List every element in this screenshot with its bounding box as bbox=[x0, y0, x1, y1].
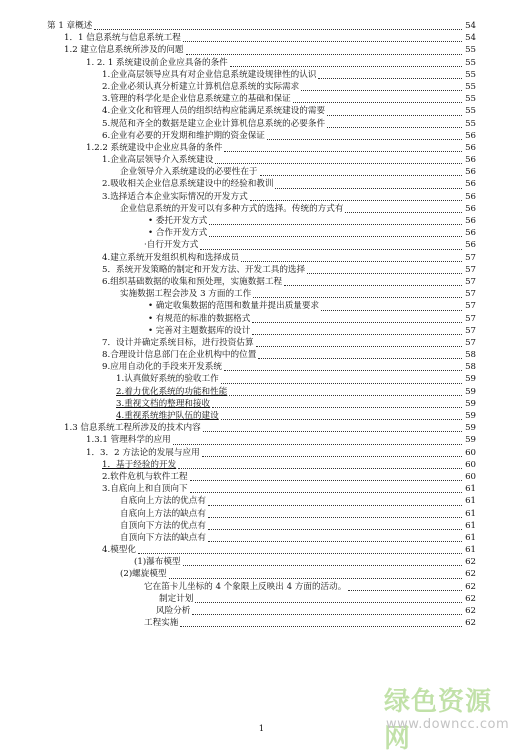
toc-entry-page: 54 bbox=[465, 33, 476, 44]
toc-entry-page: 59 bbox=[465, 423, 476, 434]
toc-entry-page: 54 bbox=[465, 21, 476, 31]
toc-entry-title: • 委托开发方式 bbox=[148, 216, 208, 226]
toc-entry-page: 55 bbox=[465, 118, 476, 129]
toc-entry-page: 62 bbox=[465, 581, 476, 592]
toc-entry-title: 9.应用自动化的手段来开发系统 bbox=[102, 362, 222, 373]
toc-entry-page: 56 bbox=[465, 216, 476, 226]
toc-entry-title: • 确定收集数据的范围和数量并提出质量要求 bbox=[148, 301, 320, 312]
toc-entry-page: 57 bbox=[465, 325, 476, 336]
toc-entry-title: 工程实施 bbox=[144, 618, 179, 629]
toc-entry-page: 56 bbox=[465, 155, 476, 166]
toc-entry-page: 60 bbox=[465, 471, 476, 482]
toc-entry-page: 59 bbox=[465, 411, 476, 421]
toc-entry-page: 59 bbox=[465, 398, 476, 409]
toc-entry-title: 自底向上方法的缺点有 bbox=[120, 508, 206, 519]
toc-entry-page: 55 bbox=[465, 81, 476, 92]
toc-entry-title: 4.企业文化和管理人员的组织结构应能满足系统建设的需要 bbox=[102, 106, 326, 117]
toc-entry-title: 1.企业高层领导介入系统建设 bbox=[102, 155, 214, 166]
toc-entry-page: 59 bbox=[465, 435, 476, 446]
toc-entry-page: 55 bbox=[465, 57, 476, 68]
toc-entry-page: 55 bbox=[465, 106, 476, 117]
toc-entry-page: 56 bbox=[465, 228, 476, 239]
toc-entry-title: 3.自底向上和自顶向下 bbox=[102, 484, 188, 495]
toc-entry-title: 自顶向下方法的优点有 bbox=[120, 520, 206, 531]
table-of-contents bbox=[0, 20, 523, 629]
toc-entry-page: 57 bbox=[465, 264, 476, 275]
toc-entry-page: 61 bbox=[465, 484, 476, 495]
watermark bbox=[384, 681, 516, 754]
toc-entry-title: 1．基于经验的开发 bbox=[102, 459, 177, 470]
dot-leader bbox=[180, 614, 462, 627]
toc-entry-page: 62 bbox=[465, 606, 476, 616]
toc-entry-page: 60 bbox=[465, 459, 476, 470]
toc-entry-page: 61 bbox=[465, 508, 476, 519]
toc-entry-page: 58 bbox=[465, 362, 476, 373]
toc-entry-title: ·自行开发方式 bbox=[144, 240, 199, 251]
toc-entry-title: 4.重视系统维护队伍的建设 bbox=[116, 411, 219, 421]
toc-entry-title: 风险分析 bbox=[156, 606, 191, 616]
toc-entry-page: 59 bbox=[465, 386, 476, 397]
toc-entry-title: 2.着力优化系统的功能和性能 bbox=[116, 386, 228, 397]
toc-entry-page: 61 bbox=[465, 532, 476, 543]
toc-entry-title: • 有规范的标准的数据格式 bbox=[148, 313, 251, 324]
toc-entry-page: 56 bbox=[465, 142, 476, 153]
toc-entry-page: 57 bbox=[465, 337, 476, 348]
toc-entry-title: 8.合理设计信息部门在企业机构中的位置 bbox=[102, 350, 257, 361]
toc-entry-title: 实施数据工程会涉及 3 方面的工作 bbox=[120, 289, 252, 300]
toc-entry-page: 61 bbox=[465, 496, 476, 507]
toc-entry-page: 57 bbox=[465, 313, 476, 324]
toc-entry-page: 62 bbox=[465, 618, 476, 629]
toc-entry-title: (2)螺旋模型 bbox=[120, 569, 167, 580]
toc-entry-page: 55 bbox=[465, 69, 476, 80]
toc-entry-title: 1.企业高层领导应具有对企业信息系统建设规律性的认识 bbox=[102, 69, 317, 80]
toc-entry-page: 56 bbox=[465, 191, 476, 202]
toc-entry-page: 62 bbox=[465, 593, 476, 604]
toc-entry-title: 6.企业有必要的开发期和维护期的资金保证 bbox=[102, 130, 265, 141]
toc-entry-title: 自顶向下方法的缺点有 bbox=[120, 532, 206, 543]
toc-entry-title: 制定计划 bbox=[159, 593, 194, 604]
toc-entry-page: 56 bbox=[465, 203, 476, 214]
toc-entry-title: 1．1 信息系统与信息系统工程 bbox=[64, 33, 181, 44]
toc-entry-title: 3.管理的科学化是企业信息系统建立的基础和保证 bbox=[102, 94, 291, 105]
toc-entry-title: 自底向上方法的优点有 bbox=[120, 496, 206, 507]
toc-entry-title: • 合作开发方式 bbox=[148, 228, 208, 239]
toc-entry[interactable] bbox=[0, 617, 523, 629]
toc-entry-title: 第 1 章概述 bbox=[47, 21, 93, 31]
toc-entry-title: 企业信息系统的开发可以有多种方式的选择。传统的方式有 bbox=[120, 203, 344, 214]
toc-entry-title: 2.软件危机与软件工程 bbox=[102, 471, 188, 482]
toc-entry-title: 4.模型化 bbox=[102, 545, 136, 556]
toc-entry-page: 56 bbox=[465, 240, 476, 251]
toc-entry-title: 1. 2. 1 系统建设前企业应具备的条件 bbox=[86, 57, 228, 68]
page-number: 1 bbox=[258, 724, 265, 734]
toc-entry-page: 62 bbox=[465, 569, 476, 580]
toc-entry-title: 它在笛卡儿坐标的 4 个象限上反映出 4 方面的活动。 bbox=[144, 581, 347, 592]
toc-entry-title: 1.2 建立信息系统所涉及的问题 bbox=[64, 45, 184, 56]
toc-entry-page: 58 bbox=[465, 350, 476, 361]
toc-entry-title: 企业领导介入系统建设的必要性在于 bbox=[120, 167, 258, 178]
toc-entry-title: 4.建立系统开发组织机构和选择成员 bbox=[102, 252, 240, 263]
toc-entry-page: 56 bbox=[465, 179, 476, 190]
toc-entry-title: • 完善对主题数据库的设计 bbox=[148, 325, 251, 336]
toc-entry-page: 59 bbox=[465, 374, 476, 385]
toc-entry-title: 3.选择适合本企业实际情况的开发方式 bbox=[102, 191, 248, 202]
toc-entry-title: 1.3 信息系统工程所涉及的技术内容 bbox=[64, 423, 201, 434]
toc-entry-page: 56 bbox=[465, 130, 476, 141]
toc-entry-title: 7．设计并确定系统目标，进行投资估算 bbox=[102, 337, 254, 348]
toc-entry-page: 55 bbox=[465, 94, 476, 105]
toc-entry-title: 6.组织基础数据的收集和预处理，实施数据工程 bbox=[102, 276, 283, 287]
toc-entry-title: 5．系统开发策略的制定和开发方法、开发工具的选择 bbox=[102, 264, 306, 275]
toc-entry-page: 57 bbox=[465, 289, 476, 300]
toc-entry-page: 57 bbox=[465, 252, 476, 263]
toc-entry-page: 55 bbox=[465, 45, 476, 56]
toc-entry-title: 3.重视文档的整理和接收 bbox=[116, 398, 211, 409]
toc-entry-page: 57 bbox=[465, 276, 476, 287]
watermark-text: 绿色资源网 bbox=[384, 687, 493, 754]
toc-entry-page: 61 bbox=[465, 545, 476, 556]
toc-entry-title: (1)瀑布模型 bbox=[134, 557, 181, 568]
toc-entry-title: 1.2.2 系统建设中企业应具备的条件 bbox=[86, 142, 223, 153]
toc-entry-title: 2.吸收相关企业信息系统建设中的经验和教训 bbox=[102, 179, 274, 190]
toc-entry-page: 56 bbox=[465, 167, 476, 178]
toc-entry-title: 5.规范和齐全的数据是建立企业计算机信息系统的必要条件 bbox=[102, 118, 326, 129]
toc-entry-page: 61 bbox=[465, 520, 476, 531]
toc-entry-page: 57 bbox=[465, 301, 476, 312]
toc-entry-page: 62 bbox=[465, 557, 476, 568]
toc-entry-title: 1.认真做好系统的验收工作 bbox=[116, 374, 219, 385]
toc-entry-title: 1.3.1 管理科学的应用 bbox=[86, 435, 171, 446]
toc-entry-title: 2.企业必须认真分析建立计算机信息系统的实际需求 bbox=[102, 81, 300, 92]
toc-entry-page: 60 bbox=[465, 447, 476, 458]
toc-entry-title: 1．3．2 方法论的发展与应用 bbox=[86, 447, 200, 458]
watermark-url: www.downcc.com bbox=[386, 717, 510, 732]
